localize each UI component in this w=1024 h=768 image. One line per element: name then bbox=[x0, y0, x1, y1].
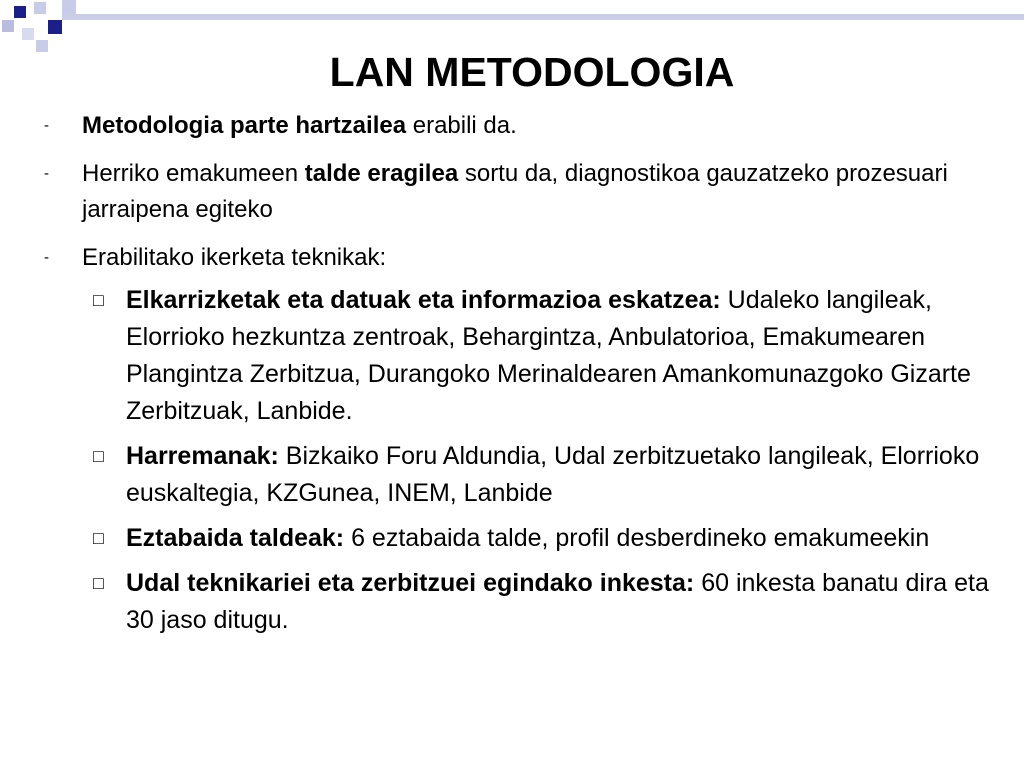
technique-text: 6 eztabaida talde, profil desberdineko emakumeekin bbox=[344, 524, 930, 552]
header-rule bbox=[62, 14, 1024, 20]
bullet-bold: talde eragilea bbox=[304, 160, 459, 187]
technique-text: 60 inkesta banatu dira eta 30 jaso ditugu. bbox=[126, 569, 989, 634]
technique-bold: Udal teknikariei eta zerbitzuei egindako inkesta: bbox=[126, 569, 695, 597]
technique-bold: Elkarrizketak eta datuak eta informazioa eskatzea: bbox=[126, 286, 721, 314]
bullet-bold: Metodologia parte hartzailea bbox=[82, 112, 407, 139]
technique-survey bbox=[90, 565, 1000, 639]
bullet-techniques bbox=[40, 240, 1000, 276]
technique-contacts bbox=[90, 438, 1000, 512]
square-bullet-icon: □ bbox=[93, 290, 104, 310]
bullet-methodology bbox=[40, 108, 1000, 144]
slide-title: LAN METODOLOGIA bbox=[329, 49, 735, 95]
technique-text: Bizkaiko Foru Aldundia, Udal zerbitzuetako langileak, Elorrioko euskaltegia, KZGunea, INEM, Lanbide bbox=[126, 442, 980, 507]
slide-body bbox=[40, 108, 1000, 647]
square-bullet-icon: □ bbox=[93, 446, 104, 466]
technique-discussion-groups bbox=[90, 520, 1000, 557]
technique-interviews bbox=[90, 282, 1000, 430]
square-bullet-icon: □ bbox=[93, 528, 104, 548]
technique-bold: Harremanak: bbox=[126, 442, 279, 470]
square-bullet-icon: □ bbox=[93, 573, 104, 593]
bullet-pre: Herriko emakumeen bbox=[82, 160, 305, 187]
bullet-text: erabili da. bbox=[406, 112, 517, 139]
bullet-text: sortu da, diagnostikoa gauzatzeko prozesuari jarraipena egiteko bbox=[82, 160, 948, 223]
dash-marker: - bbox=[44, 117, 49, 134]
bullet-text: Erabilitako ikerketa teknikak: bbox=[82, 244, 387, 271]
technique-text: Udaleko langileak, Elorrioko hezkuntza zentroak, Behargintza, Anbulatorioa, Emakumearen Plangintza Zerbitzua, Durangoko Merinaldearen Amankomunazgoko Gizarte Zerbitzuak, Lanbide. bbox=[126, 286, 971, 425]
technique-bold: Eztabaida taldeak: bbox=[126, 524, 345, 552]
dash-marker: - bbox=[44, 165, 49, 182]
bullet-group bbox=[40, 156, 1000, 228]
dash-marker: - bbox=[44, 249, 49, 266]
